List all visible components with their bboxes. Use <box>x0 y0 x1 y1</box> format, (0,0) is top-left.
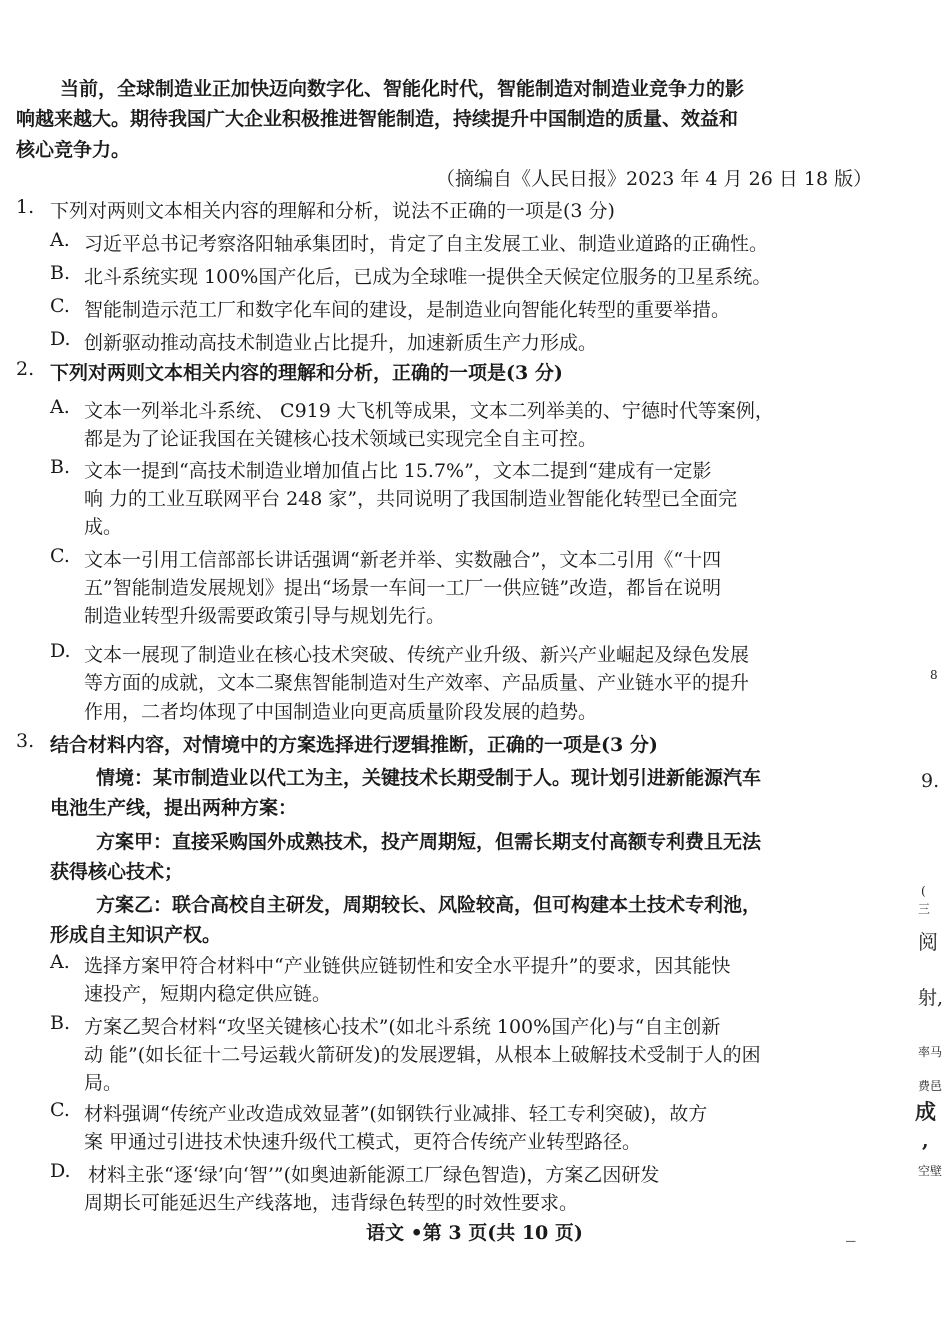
q3-option-text: 局。 <box>84 1072 123 1094</box>
margin-char: 费邑 <box>918 1079 943 1093</box>
q3-scenario: 电池生产线，提出两种方案： <box>50 797 298 819</box>
q2-stem: 下列对两则文本相关内容的理解和分析，正确的一项是(3 分) <box>50 362 563 384</box>
q1-option-text: 创新驱动推动高技术制造业占比提升，加速新质生产力形成。 <box>84 332 598 354</box>
q2-option-text: 文本一列举北斗系统、 C919 大飞机等成果，文本二列举美的、宁德时代等案例， <box>84 400 774 422</box>
q3-option-text: 材料强调“传统产业改造成效显著”(如钢铁行业减排、轻工专利突破)，故方 <box>84 1103 708 1125</box>
q1-option-letter: A. <box>50 229 70 251</box>
q3-option-text: 材料主张“逐‘绿’向‘智’”(如奥迪新能源工厂绿色智造)，方案乙因研发 <box>88 1164 660 1186</box>
margin-char: ( <box>921 884 926 898</box>
margin-char: 空壁 <box>918 1164 943 1178</box>
q3-plan-b: 方案乙：联合高校自主研发，周期较长、风险较高，但可构建本土技术专利池， <box>96 894 762 916</box>
q2-option-text: 五”智能制造发展规划》提出“场景一车间一工厂一供应链”改造，都旨在说明 <box>84 577 722 599</box>
q1-option-text: 北斗系统实现 100%国产化后，已成为全球唯一提供全天候定位服务的卫星系统。 <box>84 266 772 288</box>
q3-option-letter: C. <box>50 1099 70 1121</box>
margin-char: 射, <box>918 987 944 1009</box>
q1-option-text: 智能制造示范工厂和数字化车间的建设，是制造业向智能化转型的重要举措。 <box>84 299 731 321</box>
q2-option-text: 成。 <box>84 516 123 538</box>
q2-option-letter: A. <box>50 396 70 418</box>
q2-option-letter: D. <box>50 640 71 662</box>
intro-line-3: 核心竞争力。 <box>16 139 131 161</box>
margin-char: 9. <box>921 770 940 792</box>
q2-option-text: 都是为了论证我国在关键核心技术领域已实现完全自主可控。 <box>84 428 598 450</box>
q2-option-text: 文本一引用工信部部长讲话强调“新老并举、实数融合”，文本二引用《“十四 <box>84 549 722 571</box>
margin-char: 8 <box>930 668 938 682</box>
margin-char: 阅 <box>918 930 938 954</box>
margin-char: 成 <box>915 1099 936 1124</box>
source-citation: （摘编自《人民日报》2023 年 4 月 26 日 18 版） <box>436 168 873 190</box>
q1-option-text: 习近平总书记考察洛阳轴承集团时，肯定了自主发展工业、制造业道路的正确性。 <box>84 233 769 255</box>
q3-plan-a: 方案甲：直接采购国外成熟技术，投产周期短，但需长期支付高额专利费且无法 <box>96 831 762 853</box>
intro-line-2: 响越来越大。期待我国广大企业积极推进智能制造，持续提升中国制造的质量、效益和 <box>16 108 739 130</box>
q3-option-text: 速投产，短期内稳定供应链。 <box>84 983 332 1005</box>
margin-char: 率马 <box>918 1045 943 1059</box>
q3-option-letter: D. <box>50 1160 71 1182</box>
q2-option-text: 文本一展现了制造业在核心技术突破、传统产业升级、新兴产业崛起及绿色发展 <box>84 644 750 666</box>
q3-plan-b: 形成自主知识产权。 <box>50 924 222 946</box>
q3-option-text: 选择方案甲符合材料中“产业链供应链韧性和安全水平提升”的要求，因其能快 <box>84 955 731 977</box>
q1-option-letter: C. <box>50 295 70 317</box>
q2-option-text: 响 力的工业互联网平台 248 家”，共同说明了我国制造业智能化转型已全面完 <box>84 488 738 510</box>
q3-option-letter: B. <box>50 1012 71 1034</box>
q2-option-text: 制造业转型升级需要政策引导与规划先行。 <box>84 605 446 627</box>
q2-number: 2. <box>16 358 35 380</box>
intro-line-1: 当前，全球制造业正加快迈向数字化、智能化时代，智能制造对制造业竞争力的影 <box>60 78 745 100</box>
page-footer: 语文 •第 3 页(共 10 页) <box>366 1222 583 1244</box>
q1-option-letter: B. <box>50 262 71 284</box>
q3-option-text: 方案乙契合材料“攻坚关键核心技术”(如北斗系统 100%国产化)与“自主创新 <box>84 1016 721 1038</box>
q2-option-text: 等方面的成就，文本二聚焦智能制造对生产效率、产品质量、产业链水平的提升 <box>84 672 750 694</box>
q1-number: 1. <box>16 196 35 218</box>
q2-option-text: 作用，二者均体现了中国制造业向更高质量阶段发展的趋势。 <box>84 701 598 723</box>
q3-option-text: 周期长可能延迟生产线落地，违背绿色转型的时效性要求。 <box>84 1192 579 1214</box>
q2-option-letter: C. <box>50 545 70 567</box>
q1-option-letter: D. <box>50 328 71 350</box>
margin-char: , <box>922 1130 929 1152</box>
q3-plan-a: 获得核心技术； <box>50 861 184 883</box>
q2-option-letter: B. <box>50 456 71 478</box>
q3-number: 3. <box>16 730 35 752</box>
q3-stem: 结合材料内容，对情境中的方案选择进行逻辑推断，正确的一项是(3 分) <box>50 734 658 756</box>
q1-stem: 下列对两则文本相关内容的理解和分析，说法不正确的一项是(3 分) <box>50 200 615 222</box>
q3-option-text: 动 能”(如长征十二号运载火箭研发)的发展逻辑，从根本上破解技术受制于人的困 <box>84 1044 761 1066</box>
footer-dash: _ <box>846 1220 856 1242</box>
q3-option-text: 案 甲通过引进技术快速升级代工模式，更符合传统产业转型路径。 <box>84 1131 642 1153</box>
margin-char: 三 <box>918 902 931 916</box>
q2-option-text: 文本一提到“高技术制造业增加值占比 15.7%”，文本二提到“建成有一定影 <box>84 460 712 482</box>
q3-option-letter: A. <box>50 951 70 973</box>
q3-scenario: 情境：某市制造业以代工为主，关键技术长期受制于人。现计划引进新能源汽车 <box>96 767 762 789</box>
